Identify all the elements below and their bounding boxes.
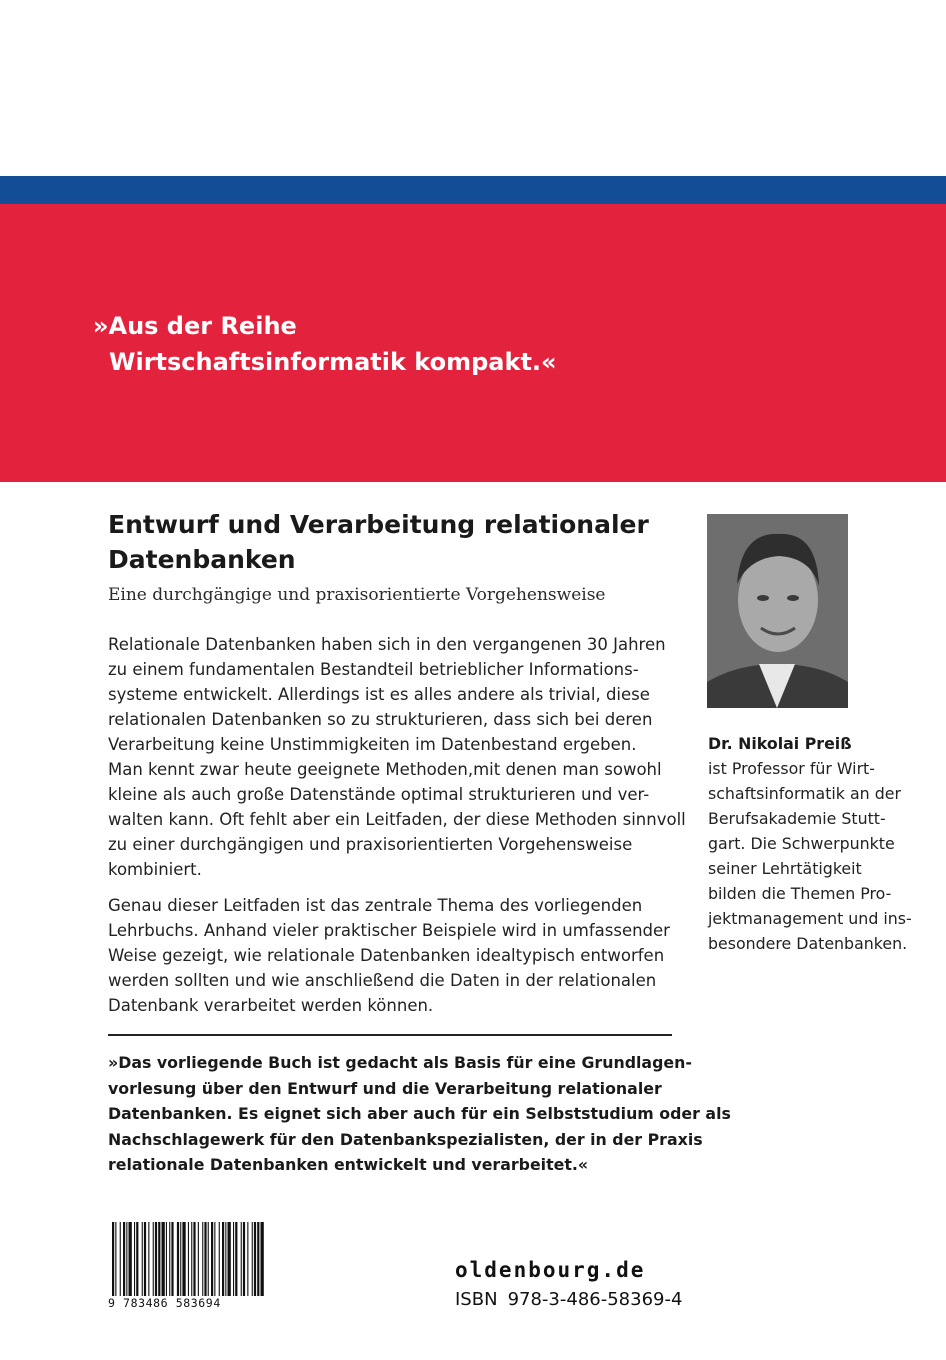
quote-line: Datenbanken. Es eignet sich aber auch für ein Selbststudium oder als (108, 1104, 731, 1123)
series-line-1: »Aus der Reihe (93, 312, 297, 340)
bio-line: ist Professor für Wirt- (708, 759, 875, 778)
quote-line: »Das vorliegende Buch ist gedacht als Basis für eine Grundlagen- (108, 1053, 692, 1072)
author-photo (707, 514, 848, 708)
text-line: Verarbeitung keine Unstimmigkeiten im Datenbestand ergeben. (108, 735, 637, 754)
barcode-digits: 9 783486 583694 (108, 1296, 268, 1310)
isbn-number: 978-3-486-58369-4 (507, 1289, 683, 1310)
author-bio (708, 756, 928, 956)
text-line: Datenbank verarbeitet werden können. (108, 996, 434, 1015)
text-line: werden sollten und wie anschließend die Daten in der relationalen (108, 971, 657, 990)
text-line: Relationale Datenbanken haben sich in den vergangenen 30 Jahren (108, 635, 666, 654)
book-title: Entwurf und Verarbeitung relationaler Datenbanken (108, 510, 649, 574)
quote-line: vorlesung über den Entwurf und die Verarbeitung relationaler (108, 1078, 662, 1098)
author-portrait-icon (707, 514, 848, 708)
text-line: kombiniert. (108, 860, 202, 879)
text-line: zu einem fundamentalen Bestandteil betrieblicher Informations- (108, 660, 639, 679)
book-subtitle: Eine durchgängige und praxisorientierte Vorgehensweise (108, 585, 606, 605)
bio-line: jektmanagement und ins- (708, 909, 912, 928)
quote-line: relationale Datenbanken entwickelt und verarbeitet.« (108, 1155, 589, 1174)
description-paragraph-2 (108, 893, 678, 1018)
bio-line: gart. Die Schwerpunkte (708, 834, 895, 853)
text-line: relationalen Datenbanken so zu strukturieren, dass sich bei deren (108, 710, 653, 729)
text-line: kleine als auch große Datenstände optimal strukturieren und ver- (108, 785, 650, 804)
divider (108, 1034, 672, 1036)
bio-line: schaftsinformatik an der (708, 784, 901, 803)
blue-band (0, 176, 946, 204)
author-name: Dr. Nikolai Preiß (708, 734, 852, 753)
text-line: walten kann. Oft fehlt aber ein Leitfaden, der diese Methoden sinnvoll (108, 810, 686, 829)
text-line: Weise gezeigt, wie relationale Datenbanken idealtypisch entworfen (108, 946, 665, 965)
bio-line: bilden die Themen Pro- (708, 884, 892, 903)
text-line: zu einer durchgängigen und praxisorientierten Vorgehensweise (108, 835, 633, 854)
text-line: Lehrbuchs. Anhand vieler praktischer Beispiele wird in umfassender (108, 921, 670, 940)
bio-line: seiner Lehrtätigkeit (708, 859, 862, 878)
series-line-2: Wirtschaftsinformatik kompakt.« (109, 348, 557, 376)
series-label (93, 308, 793, 380)
description-paragraph-1 (108, 632, 686, 882)
publisher-website[interactable]: oldenbourg.de (455, 1258, 646, 1282)
text-line: Man kennt zwar heute geeignete Methoden,mit denen man sowohl (108, 760, 662, 779)
quote-line: Nachschlagewerk für den Datenbankspezialisten, der in der Praxis (108, 1129, 703, 1149)
isbn-label: ISBN (455, 1289, 498, 1310)
text-line: systeme entwickelt. Allerdings ist es alles andere als trivial, diese (108, 685, 650, 704)
bio-line: Berufsakademie Stutt- (708, 809, 886, 828)
quote-block (108, 1050, 731, 1178)
bio-line: besondere Datenbanken. (708, 934, 908, 953)
isbn (455, 1289, 715, 1310)
text-line: Genau dieser Leitfaden ist das zentrale Thema des vorliegenden (108, 896, 643, 915)
